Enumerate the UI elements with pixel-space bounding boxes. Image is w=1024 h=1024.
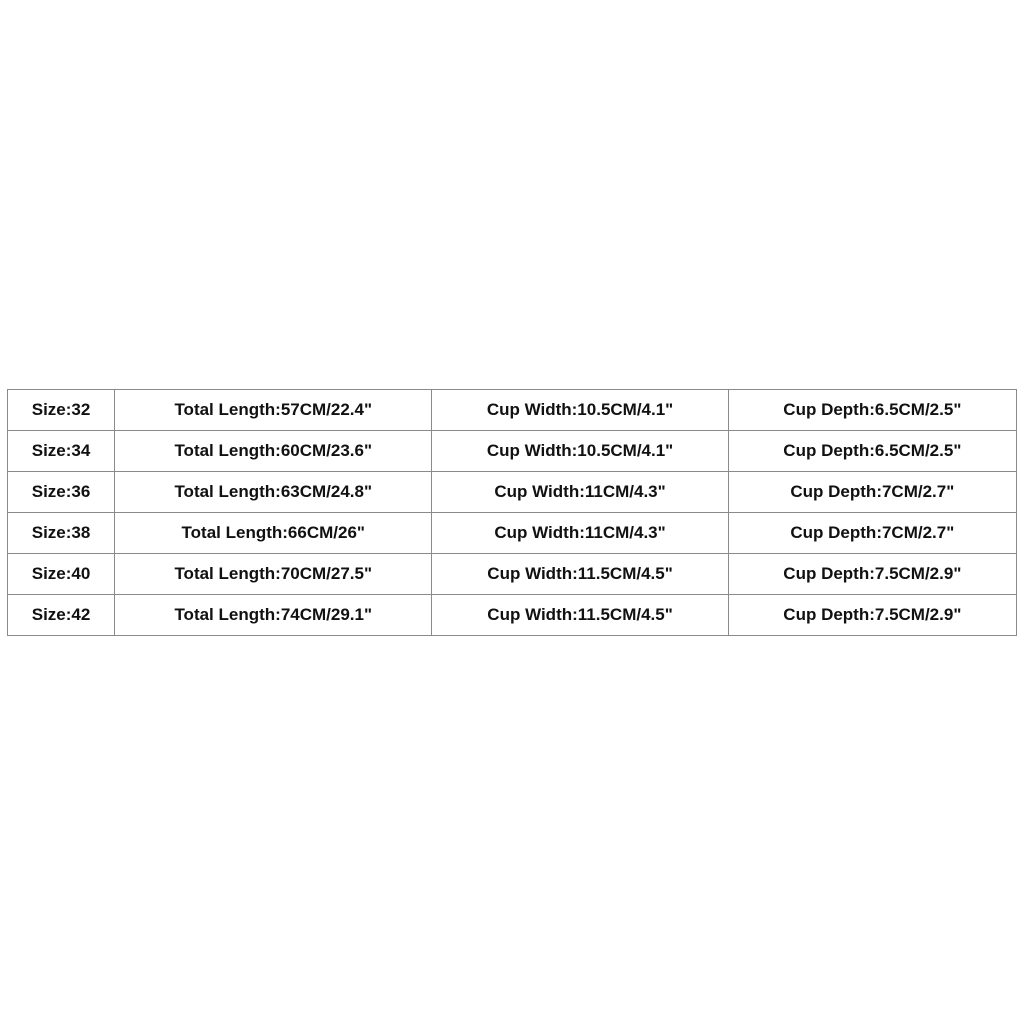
table-row <box>8 513 1017 554</box>
cup-width-cell: Cup Width:10.5CM/4.1" <box>432 431 728 472</box>
total-length-cell: Total Length:57CM/22.4" <box>115 390 432 431</box>
size-cell: Size:38 <box>8 513 115 554</box>
size-cell: Size:34 <box>8 431 115 472</box>
table-row <box>8 554 1017 595</box>
cup-width-cell: Cup Width:11.5CM/4.5" <box>432 554 728 595</box>
size-cell: Size:32 <box>8 390 115 431</box>
total-length-cell: Total Length:66CM/26" <box>115 513 432 554</box>
size-chart-table <box>7 389 1017 636</box>
table-row <box>8 431 1017 472</box>
table-row <box>8 472 1017 513</box>
size-cell: Size:42 <box>8 595 115 636</box>
table-row <box>8 595 1017 636</box>
cup-depth-cell: Cup Depth:6.5CM/2.5" <box>728 431 1016 472</box>
cup-width-cell: Cup Width:11CM/4.3" <box>432 472 728 513</box>
cup-width-cell: Cup Width:11.5CM/4.5" <box>432 595 728 636</box>
total-length-cell: Total Length:70CM/27.5" <box>115 554 432 595</box>
total-length-cell: Total Length:60CM/23.6" <box>115 431 432 472</box>
cup-width-cell: Cup Width:11CM/4.3" <box>432 513 728 554</box>
size-chart-body <box>8 390 1017 636</box>
cup-depth-cell: Cup Depth:6.5CM/2.5" <box>728 390 1016 431</box>
size-cell: Size:40 <box>8 554 115 595</box>
total-length-cell: Total Length:74CM/29.1" <box>115 595 432 636</box>
total-length-cell: Total Length:63CM/24.8" <box>115 472 432 513</box>
size-cell: Size:36 <box>8 472 115 513</box>
cup-width-cell: Cup Width:10.5CM/4.1" <box>432 390 728 431</box>
cup-depth-cell: Cup Depth:7.5CM/2.9" <box>728 554 1016 595</box>
cup-depth-cell: Cup Depth:7CM/2.7" <box>728 472 1016 513</box>
cup-depth-cell: Cup Depth:7.5CM/2.9" <box>728 595 1016 636</box>
table-row <box>8 390 1017 431</box>
cup-depth-cell: Cup Depth:7CM/2.7" <box>728 513 1016 554</box>
